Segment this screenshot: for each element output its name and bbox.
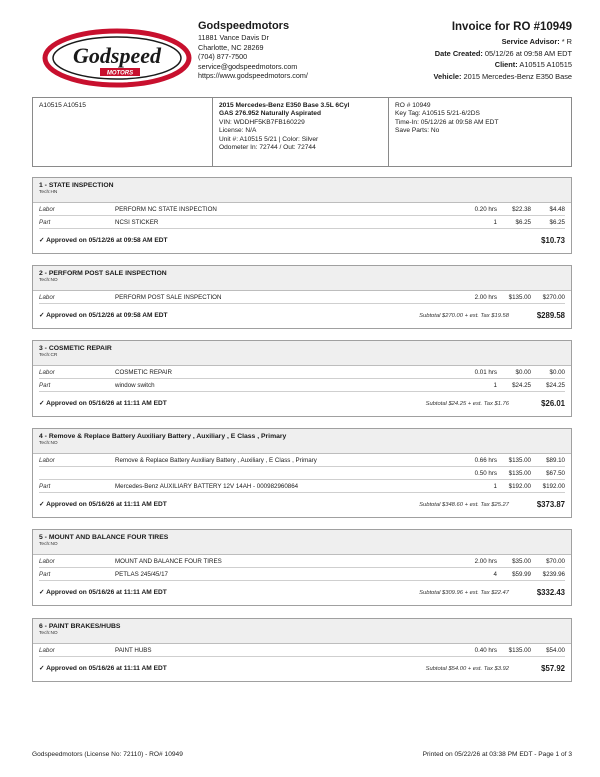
line-type: Labor: [39, 558, 55, 565]
line-rate: $24.25: [512, 382, 531, 389]
line-type: Part: [39, 382, 51, 389]
invoice-summary: [434, 20, 572, 82]
job-1: [32, 177, 572, 254]
key-tag: Key Tag: A10515 5/21-6/2DS: [395, 110, 480, 118]
vehicle-odometer: Odometer In: 72744 / Out: 72744: [219, 144, 316, 152]
line-rate: $135.00: [508, 294, 531, 301]
vehicle-description: 2015 Mercedes-Benz E350 Base 3.5L 6Cyl: [219, 102, 350, 109]
logo-subtext: MOTORS: [106, 70, 134, 77]
line-rate: $135.00: [508, 647, 531, 654]
time-in: Time-In: 05/12/26 at 09:58 AM EDT: [395, 118, 499, 126]
job-header: [33, 266, 571, 291]
line-amount: $70.00: [546, 558, 565, 565]
line-type: Labor: [39, 206, 55, 213]
vehicle-value: 2015 Mercedes-Benz E350 Base: [463, 71, 572, 81]
line-quantity: 2.00 hrs: [474, 294, 497, 301]
job-footer: [33, 657, 571, 681]
job-header: [33, 619, 571, 644]
customer-column: [33, 98, 213, 166]
line-description: Remove & Replace Battery Auxiliary Battery , Auxiliary , E Class , Primary: [115, 457, 317, 464]
job-tech: Tech:HN: [39, 190, 58, 195]
line-quantity: 0.01 hrs: [474, 369, 497, 376]
line-amount: $4.48: [549, 206, 565, 213]
line-type: Labor: [39, 294, 55, 301]
job-lines: [33, 366, 571, 392]
line-amount: $192.00: [542, 483, 565, 490]
line-quantity: 1: [493, 219, 497, 226]
line-quantity: 2.00 hrs: [474, 558, 497, 565]
job-total: $57.92: [541, 664, 565, 673]
job-4: [32, 428, 572, 518]
line-quantity: 0.40 hrs: [474, 647, 497, 654]
approval-status: ✓ Approved on 05/12/26 at 09:58 AM EDT: [39, 237, 168, 244]
line-amount: $24.25: [546, 382, 565, 389]
vehicle-engine: GAS 276.952 Naturally Aspirated: [219, 110, 322, 118]
line-type: Labor: [39, 647, 55, 654]
job-footer: [33, 581, 571, 605]
vehicle-column: [213, 98, 389, 166]
vehicle-vin: VIN: WDDHF5KB7FB160229: [219, 118, 305, 126]
vehicle-unit: Unit #: A10515 5/21 | Color: Silver: [219, 135, 319, 143]
line-quantity: 0.20 hrs: [474, 206, 497, 213]
line-amount: $54.00: [546, 647, 565, 654]
job-title: 2 - PERFORM POST SALE INSPECTION: [39, 270, 167, 277]
job-footer: [33, 392, 571, 416]
line-amount: $6.25: [549, 219, 565, 226]
job-tech: Tech:NO: [39, 631, 58, 636]
job-line: [39, 568, 565, 581]
job-tech: Tech:NO: [39, 542, 58, 547]
date-created: [434, 48, 572, 60]
job-title: 1 - STATE INSPECTION: [39, 182, 114, 189]
approval-status: ✓ Approved on 05/12/26 at 09:58 AM EDT: [39, 312, 168, 319]
line-rate: $135.00: [508, 457, 531, 464]
job-title: 3 - COSMETIC REPAIR: [39, 345, 112, 352]
vehicle: [434, 71, 572, 83]
company-info: [198, 20, 308, 81]
job-subtotal: Subtotal $270.00 + est. Tax $19.58: [419, 313, 509, 319]
job-total: $289.58: [536, 311, 565, 320]
job-subtotal: Subtotal $24.25 + est. Tax $1.76: [425, 401, 509, 407]
job-3: [32, 340, 572, 417]
service-advisor-value: * R: [561, 37, 572, 46]
job-5: [32, 529, 572, 606]
invoice-header: [0, 0, 600, 92]
job-footer: [33, 493, 571, 517]
line-description: PETLAS 245/45/17: [115, 571, 168, 578]
job-2: [32, 265, 572, 329]
logo-text: Godspeed: [73, 43, 161, 68]
line-amount: $239.96: [542, 571, 565, 578]
company-email[interactable]: service@godspeedmotors.com: [198, 61, 298, 71]
line-quantity: 0.66 hrs: [474, 457, 497, 464]
approval-status: ✓ Approved on 05/16/26 at 11:11 AM EDT: [39, 665, 167, 672]
job-line: [39, 366, 565, 379]
job-line: [39, 203, 565, 216]
approval-status: ✓ Approved on 05/16/26 at 11:11 AM EDT: [39, 400, 167, 407]
job-lines: [33, 291, 571, 304]
company-address-line2: Charlotte, NC 28269: [198, 42, 264, 52]
save-parts: Save Parts: No: [395, 127, 440, 135]
line-rate: $35.00: [512, 558, 531, 565]
job-tech: Tech:NO: [39, 278, 58, 283]
line-quantity: 1: [493, 382, 497, 389]
job-line: [39, 379, 565, 392]
line-quantity: 4: [493, 571, 497, 578]
line-amount: $67.50: [546, 470, 565, 477]
line-description: COSMETIC REPAIR: [115, 369, 172, 376]
line-amount: $270.00: [542, 294, 565, 301]
client-value: A10515 A10515: [519, 60, 572, 70]
job-line: [39, 644, 565, 657]
line-quantity: 1: [493, 483, 497, 490]
job-subtotal: Subtotal $309.96 + est. Tax $22.47: [419, 590, 509, 596]
date-created-value: 05/12/26 at 09:58 AM EDT: [484, 48, 572, 58]
company-name: Godspeedmotors: [198, 20, 290, 32]
job-line: [39, 467, 565, 480]
job-footer: [33, 229, 571, 253]
job-line: [39, 291, 565, 304]
line-type: Labor: [39, 369, 55, 376]
line-description: window switch: [115, 382, 155, 389]
line-amount: $89.10: [546, 457, 565, 464]
job-lines: [33, 644, 571, 657]
line-type: Part: [39, 483, 51, 490]
invoice-title: Invoice for RO #10949: [451, 21, 572, 33]
job-header: [33, 429, 571, 454]
godspeed-logo: [42, 26, 192, 88]
job-header: [33, 178, 571, 203]
vehicle-info-box: [32, 97, 572, 167]
job-header: [33, 530, 571, 555]
job-total: $26.01: [541, 399, 565, 408]
footer-license: Godspeedmotors (License No: 72110) - RO# 10949: [32, 751, 183, 758]
job-line: [39, 454, 565, 467]
line-description: Mercedes-Benz AUXILIARY BATTERY 12V 14AH - 000982960864: [115, 483, 299, 490]
job-lines: [33, 555, 571, 581]
job-title: 4 - Remove & Replace Battery Auxiliary Battery , Auxiliary , E Class , Primary: [39, 433, 287, 440]
job-total: $10.73: [541, 236, 565, 245]
job-title: 6 - PAINT BRAKES/HUBS: [39, 623, 121, 630]
line-description: PERFORM POST SALE INSPECTION: [115, 294, 222, 301]
line-quantity: 0.50 hrs: [474, 470, 497, 477]
job-title: 5 - MOUNT AND BALANCE FOUR TIRES: [39, 534, 169, 541]
service-advisor: [434, 36, 572, 48]
line-description: MOUNT AND BALANCE FOUR TIRES: [115, 558, 222, 565]
service-advisor-label: Service Advisor:: [501, 37, 560, 46]
company-website[interactable]: https://www.godspeedmotors.com/: [198, 71, 308, 81]
client: [434, 59, 572, 71]
client-label: Client:: [494, 60, 518, 70]
job-6: [32, 618, 572, 682]
ro-column: [389, 98, 571, 166]
job-line: [39, 480, 565, 493]
line-description: NCSI STICKER: [115, 219, 159, 226]
line-type: Part: [39, 219, 51, 226]
line-type: Part: [39, 571, 51, 578]
company-phone: (704) 877-7500: [198, 52, 248, 62]
job-subtotal: Subtotal $348.60 + est. Tax $25.27: [419, 502, 509, 508]
ro-number: RO # 10949: [395, 102, 431, 109]
job-lines: [33, 203, 571, 229]
line-rate: $192.00: [508, 483, 531, 490]
job-tech: Tech:CR: [39, 353, 58, 358]
footer-printed: Printed on 05/22/26 at 03:38 PM EDT - Page 1 of 3: [422, 751, 572, 758]
company-address-line1: 11881 Vance Davis Dr: [198, 33, 269, 42]
line-amount: $0.00: [549, 369, 565, 376]
vehicle-license: License: N/A: [219, 127, 257, 135]
job-total: $332.43: [536, 588, 565, 597]
line-description: PERFORM NC STATE INSPECTION: [115, 206, 217, 213]
line-rate: $22.38: [512, 206, 531, 213]
job-total: $373.87: [536, 500, 565, 509]
line-rate: $6.25: [515, 219, 531, 226]
job-tech: Tech:NO: [39, 441, 58, 446]
customer-name: A10515 A10515: [39, 102, 86, 109]
line-description: PAINT HUBS: [115, 647, 152, 654]
line-type: Labor: [39, 457, 55, 464]
job-line: [39, 216, 565, 229]
line-rate: $0.00: [515, 369, 531, 376]
job-header: [33, 341, 571, 366]
job-subtotal: Subtotal $54.00 + est. Tax $3.92: [425, 666, 509, 672]
job-lines: [33, 454, 571, 493]
approval-status: ✓ Approved on 05/16/26 at 11:11 AM EDT: [39, 589, 167, 596]
job-footer: [33, 304, 571, 328]
date-created-label: Date Created:: [434, 48, 483, 58]
line-rate: $59.99: [512, 571, 531, 578]
line-rate: $135.00: [508, 470, 531, 477]
job-line: [39, 555, 565, 568]
approval-status: ✓ Approved on 05/16/26 at 11:11 AM EDT: [39, 501, 167, 508]
vehicle-label: Vehicle:: [433, 71, 462, 81]
